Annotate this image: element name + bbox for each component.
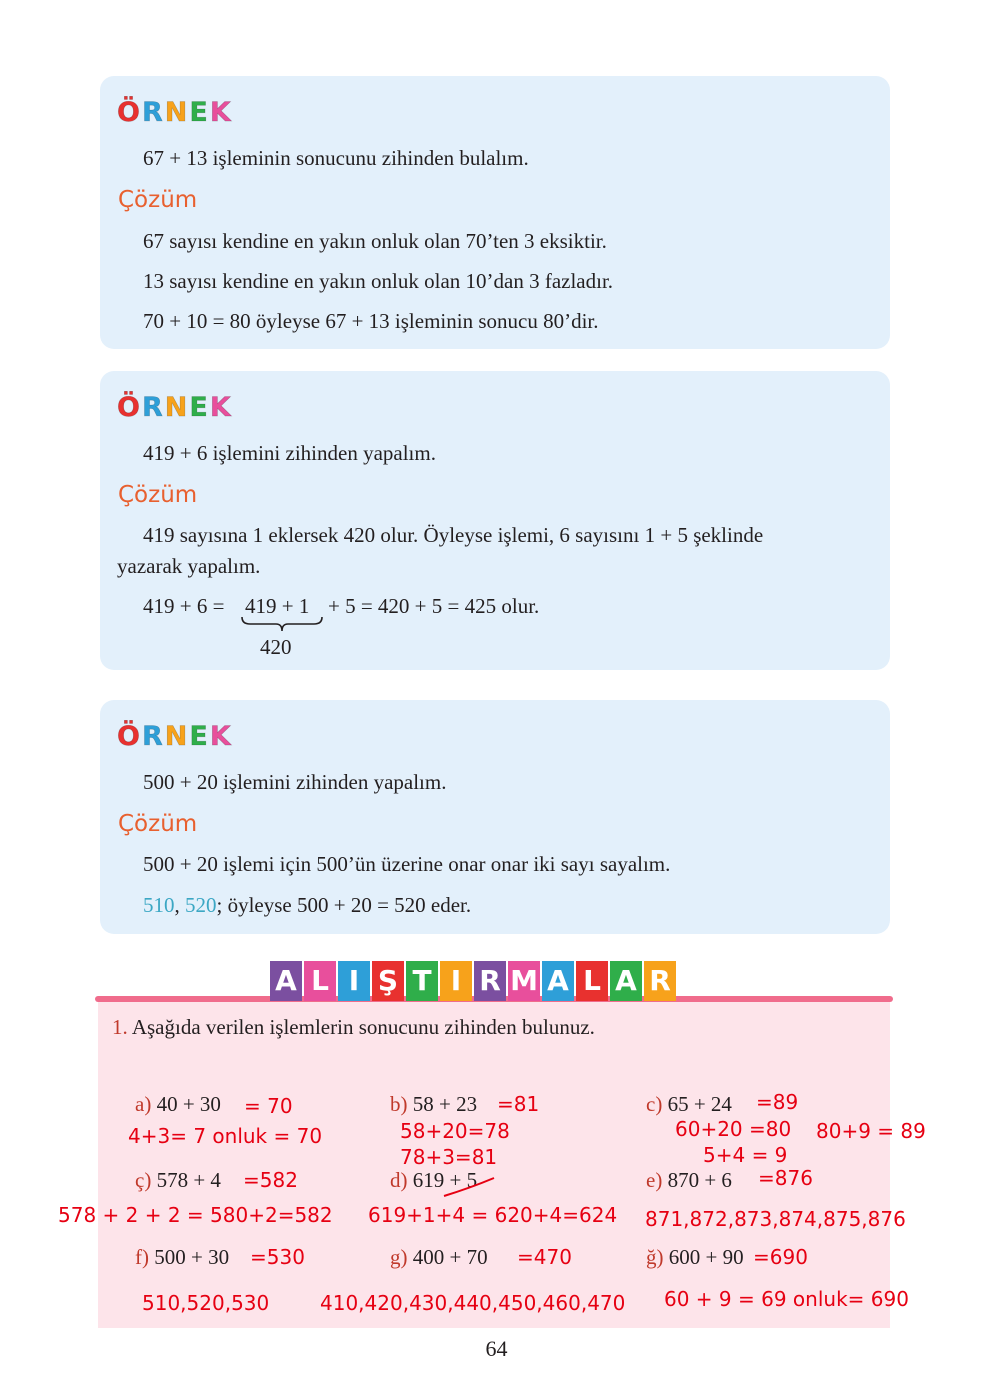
question: 1. Aşağıda verilen işlemlerin sonucunu zihinden bulunuz. [112,1015,595,1039]
exercise-item-gg: ğ) 600 + 90 [646,1245,744,1269]
exercise-item-g: g) 400 + 70 [390,1245,488,1269]
work-e: 871,872,873,874,875,876 [645,1207,906,1231]
answer-gg: =690 [753,1245,808,1269]
example-1-solution-title: Çözüm [118,187,198,213]
example-3-line: 510, 520; öyleyse 500 + 20 = 520 eder. [143,893,472,917]
example-1-problem: 67 + 13 işleminin sonucunu zihinden bulalım. [143,146,529,170]
work-cc: 578 + 2 + 2 = 580+2=582 [58,1203,333,1227]
example-heading-3: ÖRNEK [117,721,233,752]
example-1-line: 13 sayısı kendine en yakın onluk olan 10’dan 3 fazladır. [143,269,614,293]
count-value: 510 [143,893,175,917]
example-2-problem: 419 + 6 işlemini zihinden yapalım. [143,441,436,465]
example-1-line: 70 + 10 = 80 öyleyse 67 + 13 işleminin sonucu 80’dir. [143,309,599,333]
work-c: 5+4 = 9 [703,1143,788,1167]
exercise-item-cc: ç) 578 + 4 [135,1168,221,1192]
example-2-eq-left: 419 + 6 = [143,594,225,618]
example-2-eq-brace: 419 + 1 [245,594,310,618]
example-2-line: yazarak yapalım. [117,554,261,578]
exercise-item-e: e) 870 + 6 [646,1168,732,1192]
answer-c: =89 [756,1090,799,1114]
work-gg: 60 + 9 = 69 onluk= 690 [664,1287,909,1311]
example-2-solution-title: Çözüm [118,482,198,508]
work-a: 4+3= 7 onluk = 70 [128,1124,323,1148]
strike-mark [440,1174,500,1200]
work-c: 80+9 = 89 [816,1119,926,1143]
example-2-eq-right: + 5 = 420 + 5 = 425 olur. [328,594,540,618]
work-b: 78+3=81 [400,1145,498,1169]
work-d: 619+1+4 = 620+4=624 [368,1203,618,1227]
count-value: 520 [185,893,217,917]
answer-f: =530 [250,1245,305,1269]
exercises-title: A L I Ş T I R M A L A R [270,961,678,1001]
example-heading-1: ÖRNEK [117,97,233,128]
page-number: 64 [485,1336,508,1361]
example-2-line: 419 sayısına 1 eklersek 420 olur. Öyleyse işlemi, 6 sayısını 1 + 5 şeklinde [143,523,764,547]
work-g: 410,420,430,440,450,460,470 [320,1291,626,1315]
example-heading-2: ÖRNEK [117,392,233,423]
exercise-item-d: d) 619 + 5 [390,1168,478,1192]
answer-a: = 70 [244,1094,293,1118]
work-b: 58+20=78 [400,1119,510,1143]
exercise-item-c: c) 65 + 24 [646,1092,732,1116]
answer-b: =81 [497,1092,540,1116]
exercise-item-b: b) 58 + 23 [390,1092,478,1116]
example-3-solution-title: Çözüm [118,811,198,837]
answer-cc: =582 [243,1168,298,1192]
exercise-item-a: a) 40 + 30 [135,1092,221,1116]
example-3-problem: 500 + 20 işlemini zihinden yapalım. [143,770,447,794]
example-3-line: 500 + 20 işlemi için 500’ün üzerine onar onar iki sayı sayalım. [143,852,671,876]
answer-g: =470 [517,1245,572,1269]
example-1-line: 67 sayısı kendine en yakın onluk olan 70’ten 3 eksiktir. [143,229,607,253]
answer-e: =876 [758,1166,813,1190]
work-f: 510,520,530 [142,1291,270,1315]
underbrace-icon [240,615,324,635]
exercise-item-f: f) 500 + 30 [135,1245,230,1269]
example-2-brace-value: 420 [260,635,292,659]
work-c: 60+20 =80 [675,1117,792,1141]
